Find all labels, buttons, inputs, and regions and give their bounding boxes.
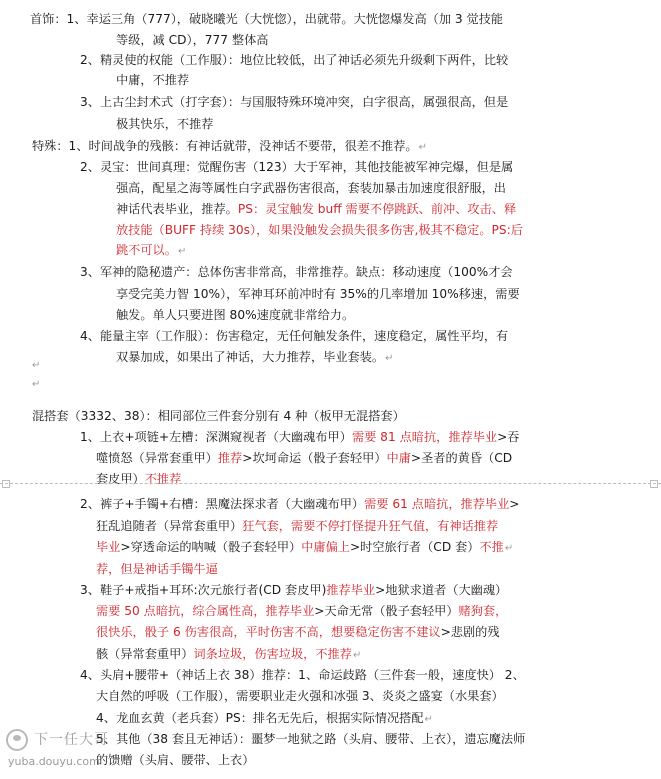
line-text: 神话代表毕业，推荐。: [116, 202, 238, 216]
highlight-text: PS：灵宝触发 buff 需要不停跳跃、前冲、攻击、释: [237, 202, 517, 216]
line-text: 套皮甲）: [96, 472, 145, 486]
highlight-text: 中庸: [386, 451, 411, 465]
document-line: [96, 708, 433, 728]
document-line: [96, 686, 504, 706]
line-text: 2、灵宝：世间真理：觉醒伤害（123）大于军神，其他技能被军神完爆，但是属: [80, 160, 514, 174]
page-corner-mark: [650, 480, 658, 488]
douyu-logo-icon: [6, 729, 28, 751]
line-text: 触发。单人只要进图 80%速度就非常给力。: [116, 308, 355, 322]
highlight-text: 需要 61 点暗抗，推荐毕业: [364, 497, 510, 511]
document-line: [80, 427, 519, 447]
document-line: [96, 537, 513, 557]
document-line: [116, 70, 189, 90]
line-text: 享受完美力智 10%），军神耳环前冲时有 35%的几率增加 10%移速，需要: [116, 287, 520, 301]
line-text: >地狱求道者（大幽魂）: [375, 583, 508, 597]
highlight-text: 中庸偏上: [301, 540, 350, 554]
line-text: 狂乱追随者（异常套重甲）: [96, 519, 243, 533]
empty-paragraph-mark: ↵: [32, 360, 41, 371]
line-text: 4、龙血玄黄（老兵套）PS：排名无先后，根据实际情况搭配: [96, 711, 424, 725]
line-text: >时空旅行者（CD 套）: [349, 540, 480, 554]
document-line: [32, 136, 427, 156]
line-text: >天命无常（骰子套轻甲）: [314, 604, 459, 618]
line-text: 极其快乐，不推荐: [116, 117, 214, 131]
highlight-text: 毕业: [96, 540, 121, 554]
line-text: 等级，减 CD），777 整体高: [116, 33, 269, 47]
highlight-text: 推荐: [217, 451, 243, 465]
highlight-text: 荐，但是神话手镯牛逼: [96, 562, 218, 576]
line-text: 5、其他（38 套且无神话）：噩梦一地狱之路（头肩、腰带、上衣），遗忘魔法师: [96, 732, 526, 746]
line-text: 3、鞋子+戒指+耳环:次元旅行者(CD 套皮甲): [80, 583, 327, 597]
document-line: [80, 665, 525, 685]
highlight-text: 赌狗套，: [458, 604, 508, 618]
line-text: 的馈赠（头肩、腰带、上衣）: [96, 753, 255, 767]
line-text: 中庸，不推荐: [116, 73, 190, 87]
line-text: >吞: [497, 430, 520, 444]
document-line: [116, 30, 269, 50]
page-break: [0, 483, 661, 484]
document-line: [80, 326, 508, 346]
document-line: [80, 262, 513, 282]
line-text: 大自然的呼吸（工作服），需要职业走火强和冰强 3、炎炎之盛宴（水果套）: [96, 689, 504, 703]
document-line: [80, 50, 508, 70]
document-line: [96, 559, 218, 579]
line-text: 骸（异常套重甲）: [96, 647, 194, 661]
highlight-text: 狂气套，需要不停打怪提升狂气值，有神话推荐: [242, 519, 499, 533]
paragraph-mark: ↵: [177, 246, 187, 257]
document-line: [30, 9, 503, 29]
document-line: [96, 516, 498, 536]
document-line: [116, 178, 506, 198]
paragraph-mark: ↵: [504, 543, 514, 554]
highlight-text: 需要 81 点暗抗，推荐毕业: [351, 430, 498, 444]
page-corner-mark: [2, 480, 10, 488]
highlight-text: 不推: [479, 540, 504, 554]
highlight-text: 不推荐: [144, 472, 182, 486]
paragraph-mark: ↵: [418, 142, 427, 153]
document-line: [96, 644, 361, 664]
document-line: [116, 114, 214, 134]
document-line: [116, 240, 186, 260]
line-text: 混搭套（3332、38）：相同部位三件套分别有 4 种（板甲无混搭套）: [32, 409, 405, 423]
line-text: 特殊：1、时间战争的残骸：有神话就带，没神话不要带，很差不推荐。: [32, 139, 418, 153]
document-line: [96, 448, 512, 468]
line-text: 2、精灵使的权能（工作服）：地位比较低，出了神话必须先升级剩下两件，比较: [80, 53, 509, 67]
line-text: 4、头肩+腰带+（神话上衣 38）推荐：1、命运歧路（三件套一般，速度快） 2、: [80, 668, 525, 682]
line-text: 噬愤怒（异常套重甲）: [96, 451, 218, 465]
watermark: [6, 727, 156, 773]
highlight-text: 需要 50 点暗抗，综合属性高，推荐毕业: [96, 604, 315, 618]
line-text: >悲剧的残: [440, 625, 500, 639]
document-line: [116, 284, 520, 304]
highlight-text: 推荐毕业: [326, 583, 376, 597]
line-text: 双暴加成，如果出了神话，大力推荐，毕业套装。: [116, 350, 385, 364]
line-text: 2、裤子+手镯+右槽：黑魔法探求者（大幽魂布甲）: [80, 497, 365, 511]
document-line: [116, 347, 394, 367]
document-line: [116, 305, 354, 325]
highlight-text: 放技能（BUFF 持续 30s），如果没触发会损失很多伤害,极其不稳定。PS:后: [116, 223, 523, 237]
watermark-title: 下一任大哥: [34, 732, 109, 748]
watermark-url: yuba.douyu.com: [8, 755, 100, 768]
document-line: [80, 92, 508, 112]
paragraph-mark: ↵: [352, 650, 362, 661]
empty-paragraph-mark: ↵: [32, 379, 41, 390]
line-text: 强高，配星之海等属性白字武器伤害很高，套装加暴击加速度很舒服，出: [116, 181, 506, 195]
document-line: [80, 580, 507, 600]
line-text: >坎坷命运（骰子套轻甲）: [242, 451, 387, 465]
highlight-text: 跳不可以。: [116, 243, 177, 257]
document-line: [96, 622, 500, 642]
document-line: [96, 469, 181, 489]
document-line: [80, 494, 519, 514]
document-line: [96, 729, 525, 749]
line-text: 1、上衣+项链+左槽：深渊窥视者（大幽魂布甲）: [80, 430, 352, 444]
document-line: [32, 406, 405, 426]
document-line: [116, 199, 516, 219]
line-text: 3、上古尘封术式（打字套）：与国服特殊环境冲突，白字很高，属强很高，但是: [80, 95, 509, 109]
document-line: [116, 220, 523, 240]
document-line: [96, 601, 507, 621]
paragraph-mark: ↵: [385, 353, 394, 364]
highlight-text: 很快乐，骰子 6 伤害很高，平时伤害不高，想要稳定伤害不建议: [96, 625, 441, 639]
highlight-text: 词条垃圾，伤害垃圾，不推荐: [193, 647, 352, 661]
line-text: >穿透命运的呐喊（骰子套轻甲）: [120, 540, 302, 554]
line-text: 3、军神的隐秘遗产：总体伤害非常高，非常推荐。缺点：移动速度（100%才会: [80, 265, 513, 279]
line-text: >圣者的黄昏（CD: [410, 451, 513, 465]
document-line: [80, 157, 513, 177]
line-text: >: [509, 497, 520, 511]
line-text: 4、能量主宰（工作服）：伤害稳定，无任何触发条件，速度稳定，属性平均，有: [80, 329, 509, 343]
paragraph-mark: ↵: [424, 714, 433, 725]
line-text: 首饰：1、幸运三角（777），破晓曦光（大恍惚），出就带。大恍惚爆发高（加 3 觉技能: [30, 12, 504, 26]
